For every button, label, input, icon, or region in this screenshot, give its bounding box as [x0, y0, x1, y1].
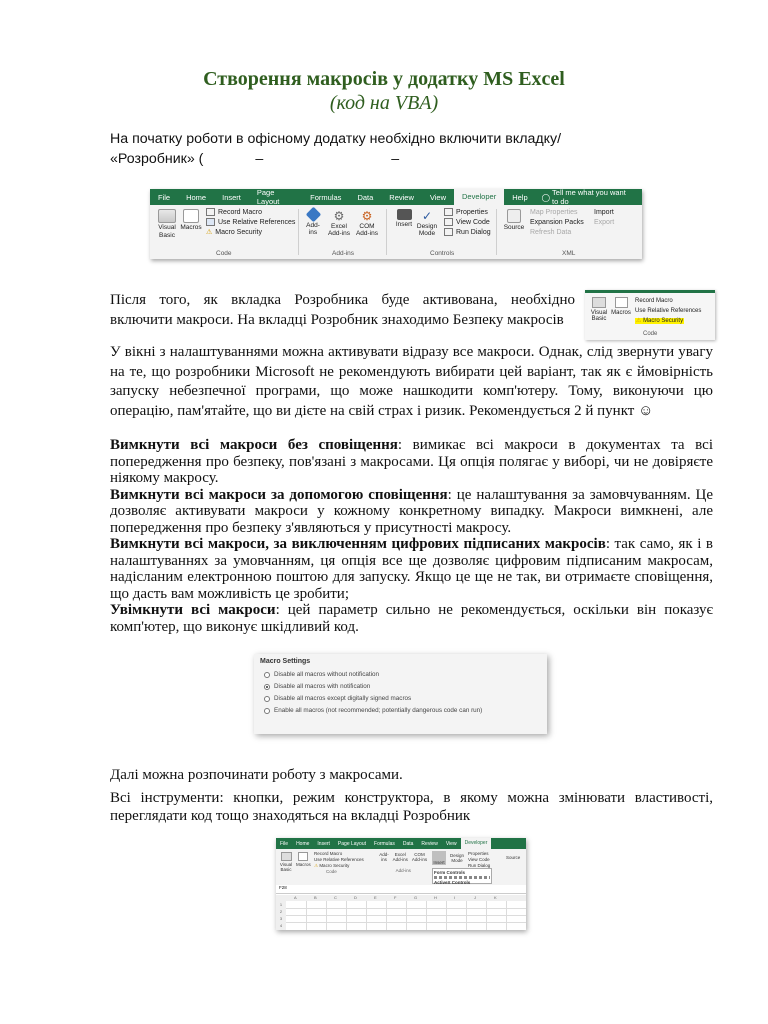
option-1-text: : вимикає всі макроси в документах та всі попередження про безпеку, пов'язані з макросами. Ця опція полягає у виборі, чи не довіряєте ніякому макросу.: [110, 437, 713, 486]
mini-macro-security: [635, 316, 701, 326]
row-header-column: [276, 901, 286, 930]
mini-macros-label: Macros: [611, 310, 631, 316]
design-mode-button[interactable]: [416, 209, 438, 237]
group-divider: [496, 209, 497, 255]
macros-icon: [183, 209, 199, 223]
excel-addins-label: Excel Add-ins: [327, 223, 351, 237]
tab-file[interactable]: File: [158, 192, 171, 202]
view-code-icon: [444, 218, 453, 226]
excel-mini-tabs: [276, 838, 526, 849]
tab-developer[interactable]: Developer: [454, 189, 504, 205]
grid-line: [466, 901, 467, 930]
use-relative-references-label: Use Relative References: [218, 219, 296, 226]
export-button: Export: [594, 219, 615, 226]
radio-button-selected[interactable]: [264, 684, 270, 690]
macro-security-screenshot: [585, 290, 715, 340]
relative-references-icon: [206, 218, 215, 226]
record-macro-button[interactable]: [206, 208, 295, 218]
mini-tab-data: Data: [402, 840, 414, 847]
macro-security-label: Macro Security: [215, 229, 262, 236]
com-addins-label: COM Add-ins: [355, 223, 379, 237]
xml-group-label: XML: [562, 250, 576, 257]
form-controls-icons: [434, 876, 490, 879]
page-title: Створення макросів у додатку MS Excel: [203, 68, 565, 90]
excel-addins-button[interactable]: [326, 209, 352, 237]
paragraph-start-work: Далі можна розпочинати роботу з макросами.: [110, 767, 403, 783]
mini-tab-formulas: Formulas: [374, 840, 395, 847]
ribbon-tabs: [150, 189, 642, 205]
col-F: F: [394, 895, 397, 900]
worksheet-grid: [276, 895, 526, 930]
macro-setting-option-3[interactable]: [254, 693, 547, 705]
col-A: A: [294, 895, 297, 900]
mini2-controls-buttons: [468, 851, 490, 869]
col-K: K: [494, 895, 497, 900]
controls-small-buttons: [444, 208, 491, 238]
option-4-text: : цей параметр сильно не рекомендується, оскільки він показує комп'ютер, що виконує шкідливий код.: [110, 602, 713, 635]
xml-small-buttons-right: [594, 208, 614, 228]
intro-line-2: [110, 149, 710, 169]
ribbon-strip: [585, 290, 715, 293]
mini-visual-basic: [589, 297, 609, 322]
mini-warning-icon: ⚠: [636, 318, 642, 324]
grid-line: [486, 901, 487, 930]
mini2-macros: [296, 852, 310, 867]
mini2-macros-icon: [298, 852, 308, 861]
intro-dash-1: –: [255, 151, 264, 167]
mini2-excel-addins: Excel Add-ins: [392, 852, 408, 862]
option-disable-except-signed: [110, 536, 713, 602]
gear-icon: ⚙: [333, 209, 345, 223]
macro-settings-header: Macro Settings: [260, 658, 311, 665]
macro-settings-screenshot: [254, 654, 547, 734]
source-button[interactable]: [502, 209, 526, 231]
properties-label: Properties: [456, 209, 488, 216]
group-divider: [298, 209, 299, 255]
use-relative-references-button[interactable]: [206, 218, 295, 228]
mini-tab-home: Home: [296, 840, 310, 847]
mini-tab-insert: Insert: [317, 840, 330, 847]
macro-options-list: [110, 437, 713, 635]
com-addins-button[interactable]: [354, 209, 380, 237]
excel-developer-screenshot: [276, 838, 526, 930]
radio-button[interactable]: [264, 696, 270, 702]
tell-me-box[interactable]: Tell me what you want to do: [552, 189, 626, 206]
col-G: G: [414, 895, 418, 900]
addins-button[interactable]: [304, 209, 322, 236]
tab-insert[interactable]: Insert: [222, 192, 241, 202]
mini-tab-review: Review: [421, 840, 438, 847]
macro-setting-option-4[interactable]: [254, 705, 547, 717]
mini2-record-macro: Record Macro: [314, 851, 343, 856]
row-3: 3: [279, 916, 283, 921]
grid-line: [326, 901, 327, 930]
view-code-button[interactable]: [444, 218, 491, 228]
addins-icon: [305, 207, 321, 223]
view-code-label: View Code: [456, 219, 490, 226]
mini2-view-code: View Code: [468, 857, 490, 862]
mini-code-group-label: Code: [643, 331, 658, 337]
tab-page-layout[interactable]: Page Layout: [256, 189, 280, 206]
lightbulb-icon: ◯: [541, 192, 551, 202]
mini2-addins-group-label: Add-ins: [395, 868, 411, 873]
mini2-visual-basic: [279, 852, 293, 872]
macro-setting-option-2-label: Disable all macros with notification: [274, 683, 371, 690]
radio-button[interactable]: [264, 708, 270, 714]
mini2-design-mode: Design Mode: [450, 853, 465, 863]
run-dialog-label: Run Dialog: [456, 229, 491, 236]
col-H: H: [434, 895, 437, 900]
grid-line: [406, 901, 407, 930]
tab-home[interactable]: Home: [186, 192, 207, 202]
option-enable-all: [110, 602, 713, 635]
tab-view[interactable]: View: [429, 192, 446, 202]
ribbon-body: [150, 205, 642, 259]
mini2-code-group-label: Code: [326, 869, 337, 874]
mini-macros-icon: [615, 297, 628, 308]
toolbox-icon: [397, 209, 412, 220]
design-mode-label: Design Mode: [416, 223, 438, 237]
paragraph-enable-macros: [110, 291, 575, 330]
paragraph-enable-macros-line-1: Після того, як вкладка Розробника буде активована, необхідно: [110, 292, 575, 308]
mini2-run-dialog: Run Dialog: [468, 863, 491, 868]
excel-mini-ribbon: [276, 849, 526, 885]
formula-bar: [276, 885, 526, 894]
mini-tab-developer: Developer: [461, 838, 492, 849]
code-group-label: Code: [216, 250, 232, 257]
design-mode-icon: ✓: [421, 209, 433, 223]
column-header-row: [276, 895, 526, 901]
grid-line: [386, 901, 387, 930]
option-4-title: Увімкнути всі макроси: [110, 602, 276, 618]
refresh-data-button: Refresh Data: [530, 229, 572, 236]
mini2-insert-control: [432, 851, 446, 865]
col-C: C: [334, 895, 337, 900]
option-disable-without-notification: [110, 437, 713, 487]
option-2-text: : це налаштування за замовчуванням. Це дозволяє активувати макроси у кожному конкретному випадку. Макроси вимкнені, але попередження про безпеку з'являються у присутності макросу.: [110, 486, 713, 536]
option-disable-with-notification: [110, 487, 713, 537]
paragraph-enable-macros-line-2: включити макроси. На вкладці Розробник знаходимо Безпеку макросів: [110, 311, 564, 328]
controls-group-label: Controls: [430, 250, 455, 257]
expansion-packs-button[interactable]: Expansion Packs: [530, 219, 584, 226]
import-button[interactable]: Import: [594, 209, 614, 216]
option-1-title: Вимкнути всі макроси без сповіщення: [110, 437, 398, 453]
developer-ribbon-screenshot: [150, 189, 642, 259]
row-4: 4: [279, 923, 283, 928]
form-controls-label: Form Controls: [434, 870, 465, 875]
col-J: J: [474, 895, 476, 900]
mini2-warning-icon: ⚠: [314, 863, 319, 868]
mini2-visual-basic-label: Visual Basic: [279, 862, 293, 872]
option-2-title: Вимкнути всі макроси за допомогою сповіщення: [110, 486, 448, 503]
xml-small-buttons-left: [530, 208, 584, 238]
mini2-com-addins: COM Add-ins: [411, 852, 428, 862]
source-label: Source: [503, 224, 525, 231]
macro-setting-option-2[interactable]: [254, 681, 547, 693]
option-3-text: : так само, як і в налаштуваннях за умовчанням, ця опція все ще дозволяє цифровим підписаним макросам, надісланим електронною поштою для запуску. Якщо це ще не так, ви отримаєте сповіщення, що дасть вам можливість це зробити;: [110, 536, 713, 602]
intro-paragraph: [110, 129, 710, 169]
macro-setting-option-1-label: Disable all macros without notification: [274, 671, 379, 678]
mini-macros: [611, 297, 631, 316]
mini2-use-relative: Use Relative References: [314, 857, 364, 862]
mini-macro-security-label: Macro Security: [643, 318, 684, 324]
insert-label: Insert: [395, 221, 413, 228]
mini-tab-view: View: [445, 840, 457, 847]
insert-control-button[interactable]: [394, 209, 414, 228]
mini2-visual-basic-icon: [281, 852, 292, 861]
intro-dash-2: –: [391, 151, 400, 167]
mini-visual-basic-label: Visual Basic: [590, 310, 608, 322]
col-D: D: [354, 895, 357, 900]
tab-review[interactable]: Review: [389, 192, 414, 202]
intro-line-1: На початку роботи в офісному додатку необхідно включити вкладку/: [110, 131, 562, 147]
mini-use-relative: Use Relative References: [635, 308, 702, 314]
grid-line: [426, 901, 427, 930]
visual-basic-icon: [158, 209, 176, 223]
properties-button[interactable]: [444, 208, 491, 218]
grid-line: [366, 901, 367, 930]
name-box: F28: [279, 885, 287, 890]
option-3-title: Вимкнути всі макроси, за виключенням цифрових підписаних макросів: [110, 536, 606, 552]
mini2-source: Source: [506, 855, 521, 860]
page-subtitle: (код на VBA): [329, 92, 439, 114]
macro-setting-option-1[interactable]: [254, 669, 547, 681]
com-gear-icon: ⚙: [361, 209, 373, 223]
record-macro-icon: [206, 208, 215, 216]
group-divider: [386, 209, 387, 255]
paragraph-macro-settings-intro: У вікні з налаштуваннями можна активувати відразу все макроси. Однак, слід звернути увагу на те, що розробники Microsoft не рекомендують вибирати цей варіант, так як є ймовірність запуску небезпечної програми, що може нашкодити комп'ютеру. Тому, виконуючи цю операцію, пам'ятайте, що ви дієте на свій страх і ризик. Рекомендується 2 й пункт ☺: [110, 344, 713, 419]
tab-data[interactable]: Data: [357, 192, 374, 202]
mini-record-macro: Record Macro: [635, 298, 673, 304]
intro-line-2-start: «Розробник» (: [110, 151, 204, 167]
mini-code-buttons: [635, 296, 701, 326]
mini2-addins: Add-ins: [379, 852, 389, 862]
grid-line: [346, 901, 347, 930]
row-2: 2: [279, 909, 283, 914]
addins-label: Add-ins: [306, 222, 320, 236]
mini2-macro-security-label: Macro Security: [319, 863, 350, 868]
warning-icon: ⚠: [206, 229, 213, 236]
mini-tab-file: File: [280, 840, 289, 847]
run-dialog-button[interactable]: [444, 228, 491, 238]
macro-security-button[interactable]: [206, 228, 295, 238]
activex-controls-label: ActiveX Controls: [434, 880, 471, 885]
grid-line: [306, 901, 307, 930]
macro-setting-option-4-label: Enable all macros (not recommended; potentially dangerous code can run): [274, 707, 483, 714]
col-B: B: [314, 895, 317, 900]
macros-label: Macros: [180, 224, 202, 231]
mini2-code-buttons: [314, 851, 364, 875]
visual-basic-button[interactable]: [156, 209, 178, 240]
tab-help[interactable]: Help: [512, 192, 528, 202]
mini2-addins-group: [378, 852, 429, 873]
tab-formulas[interactable]: Formulas: [310, 192, 342, 202]
mini2-macros-label: Macros: [296, 862, 311, 867]
col-I: I: [454, 895, 456, 900]
mini2-properties: Properties: [468, 851, 489, 856]
controls-dropdown-panel: [432, 868, 492, 884]
run-dialog-icon: [444, 228, 453, 236]
grid-line: [446, 901, 447, 930]
col-E: E: [374, 895, 377, 900]
mini2-insert-label: Insert: [433, 860, 445, 865]
radio-button[interactable]: [264, 672, 270, 678]
mini-tab-page-layout: Page Layout: [337, 840, 367, 847]
map-properties-button: Map Properties: [530, 209, 578, 216]
paragraph-tools: Всі інструменти: кнопки, режим конструктора, в якому можна змінювати властивості, переглядати код тощо знаходяться на вкладці Розробник: [110, 790, 713, 824]
visual-basic-label: Visual Basic: [158, 224, 176, 239]
macros-button[interactable]: [180, 209, 202, 231]
code-small-buttons: [206, 208, 295, 238]
record-macro-label: Record Macro: [218, 209, 262, 216]
row-1: 1: [279, 902, 283, 907]
properties-icon: [444, 208, 453, 216]
grid-line: [506, 901, 507, 930]
macro-setting-option-3-label: Disable all macros except digitally signed macros: [274, 695, 412, 702]
mini-visual-basic-icon: [592, 297, 606, 308]
addins-group-label: Add-ins: [332, 250, 355, 257]
source-icon: [507, 209, 521, 223]
